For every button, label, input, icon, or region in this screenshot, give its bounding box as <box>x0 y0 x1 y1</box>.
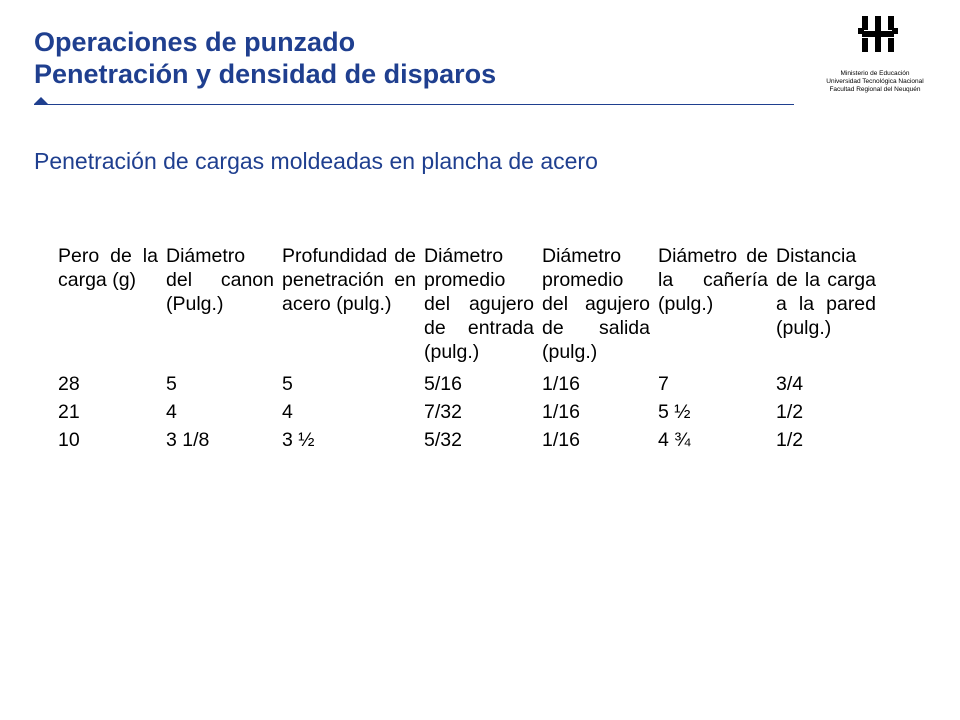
institution-caption <box>812 70 938 94</box>
title-divider <box>34 104 794 105</box>
table-cell: 1/2 <box>776 429 804 451</box>
table-cell: 4 ¾ <box>658 429 691 451</box>
page-title: Operaciones de punzado <box>34 27 356 57</box>
table-cell: 5/16 <box>424 373 462 395</box>
column-header-entry-hole: Diámetro promedio del agujero de entrada (pulg.) <box>424 245 534 363</box>
table-cell: 7/32 <box>424 401 462 423</box>
table-cell: 21 <box>58 401 80 423</box>
table-cell: 1/16 <box>542 401 580 423</box>
institution-faculty: Facultad Regional del Neuquén <box>829 86 921 93</box>
section-heading: Penetración de cargas moldeadas en plancha de acero <box>34 148 598 174</box>
table-header-row <box>58 244 884 364</box>
column-header-gun-diameter: Diámetro del canon (Pulg.) <box>166 245 274 315</box>
column-header-casing-diameter: Diámetro de la cañería (pulg.) <box>658 245 768 315</box>
table-cell: 28 <box>58 373 80 395</box>
table-cell: 1/2 <box>776 401 804 423</box>
table-cell: 1/16 <box>542 429 580 451</box>
table-cell: 4 <box>166 401 177 423</box>
table-cell: 1/16 <box>542 373 580 395</box>
table-cell: 5/32 <box>424 429 462 451</box>
table-cell: 7 <box>658 373 669 395</box>
column-header-penetration-depth: Profundidad de penetración en acero (pulg.) <box>282 245 416 315</box>
column-header-exit-hole: Diámetro promedio del agujero de salida (pulg.) <box>542 245 650 363</box>
table-cell: 3 1/8 <box>166 429 210 451</box>
table-cell: 3/4 <box>776 373 804 395</box>
penetration-table <box>58 244 884 454</box>
triangle-marker-icon <box>34 97 48 104</box>
table-cell: 10 <box>58 429 80 451</box>
table-cell: 4 <box>282 401 293 423</box>
institution-university: Universidad Tecnológica Nacional <box>826 78 924 85</box>
table-row <box>58 398 884 426</box>
table-cell: 5 ½ <box>658 401 691 423</box>
column-header-charge-weight: Pero de la carga (g) <box>58 245 158 291</box>
institution-ministry: Ministerio de Educación <box>840 70 910 77</box>
table-row <box>58 426 884 454</box>
table-cell: 3 ½ <box>282 429 315 451</box>
table-cell: 5 <box>166 373 177 395</box>
page-subtitle-heading: Penetración y densidad de disparos <box>34 59 497 89</box>
title-block <box>34 26 496 90</box>
table-cell: 5 <box>282 373 293 395</box>
column-header-standoff-distance: Distancia de la carga a la pared (pulg.) <box>776 245 876 339</box>
utn-logo <box>856 12 900 56</box>
table-row <box>58 370 884 398</box>
